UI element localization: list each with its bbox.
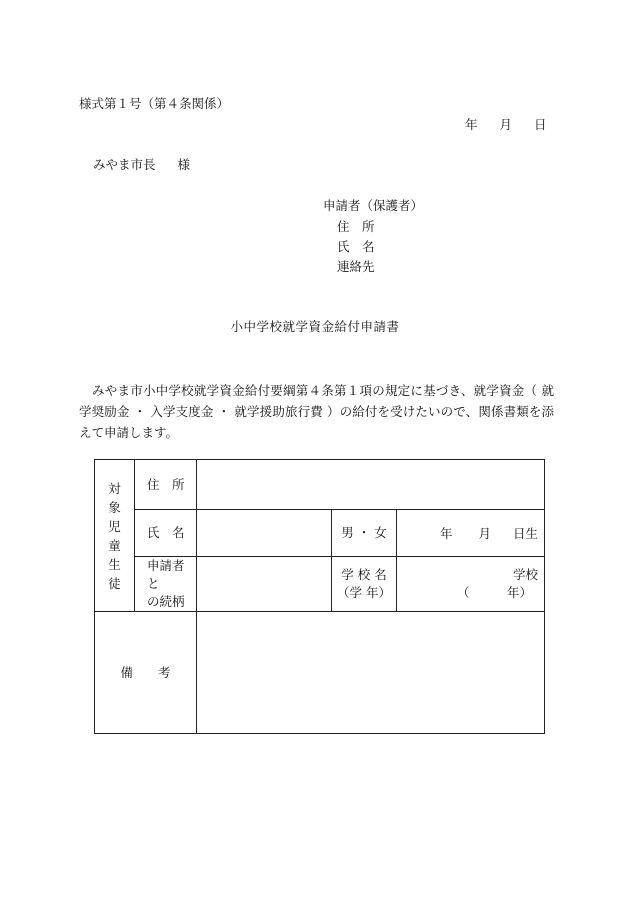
applicant-contact-label: 連絡先 [337,259,375,274]
date-year: 年 [465,117,478,132]
student-address-label: 住 所 [135,460,197,510]
school-grade-label: 学 校 名 （学 年） [332,557,397,612]
relation-label: 申請者と の続柄 [135,557,197,612]
target-student-label: 対 象 児 童 生 徒 [95,460,135,612]
relation-field[interactable] [197,557,332,612]
grade-open: （ [457,585,470,600]
date-of-birth[interactable] [397,510,545,557]
date-month: 月 [499,117,513,132]
applicant-name-label: 氏 名 [337,239,375,254]
student-name-field[interactable] [197,510,332,557]
grade-suffix: 年） [507,585,533,600]
dob-month: 月 [478,526,491,541]
applicant-heading: 申請者（保護者） [323,198,424,213]
addressee-name: みやま市長 [93,157,156,172]
date-day: 日 [534,117,547,132]
applicant-address-label: 住 所 [337,219,375,234]
document-title: 小中学校就学資金給付申請書 [230,319,400,334]
student-info-table [94,459,545,734]
student-address-field[interactable] [197,460,545,510]
dob-year: 年 [439,526,453,541]
remarks-field[interactable] [197,612,545,734]
student-name-label: 氏 名 [135,510,197,557]
addressee [93,157,190,173]
school-grade-field[interactable] [397,557,545,612]
form-number: 様式第１号（第４条関係） [79,96,230,111]
gender-options[interactable]: 男 ・ 女 [332,510,397,557]
addressee-suffix: 様 [177,157,191,172]
remarks-label: 備 考 [95,612,197,734]
dob-suffix: 日生 [513,526,539,541]
school-suffix: 学校 [513,567,539,582]
date-line [465,117,547,133]
body-paragraph: みやま市小中学校就学資金給付要綱第４条第１項の規定に基づき、就学資金（ 就学奨励金 ・ 入学支度金 ・ 就学援助旅行費 ）の給付を受けたいので、関係書類を添えて申請します。 [79,383,554,440]
